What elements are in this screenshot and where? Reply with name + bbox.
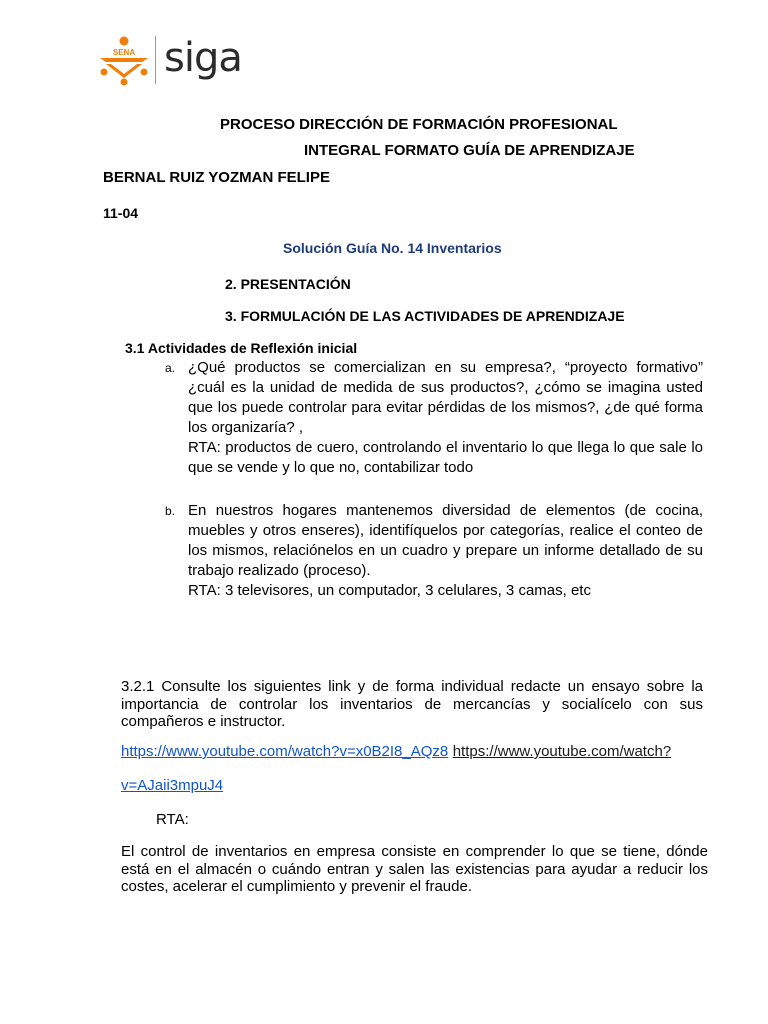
list-marker-b: b. (165, 504, 176, 518)
activity-321-text: 3.2.1 Consulte los siguientes link y de forma individual redacte un ensayo sobre la importancia de controlar los inventarios de mercancías y socialícelo con sus compañeros e instructor. (121, 678, 703, 730)
section-formulacion: 3. FORMULACIÓN DE LAS ACTIVIDADES DE APRENDIZAJE (225, 308, 625, 324)
guide-title: Solución Guía No. 14 Inventarios (283, 240, 502, 256)
rta-label: RTA: (156, 811, 189, 828)
sena-logo-text: SENA (112, 48, 136, 57)
question-a: ¿Qué productos se comercializan en su empresa?, “proyecto formativo” ¿cuál es la unidad de medida de sus productos?, ¿cómo se imagina usted que los puede controlar para evitar pérdidas de los mismos?, ¿de qué forma los organizaría? , (188, 359, 703, 436)
logo-divider (155, 36, 156, 84)
youtube-link-2-part2[interactable]: v=AJaii3mpuJ4 (121, 777, 224, 794)
student-group: 11-04 (103, 205, 139, 221)
header-line-1: PROCESO DIRECCIÓN DE FORMACIÓN PROFESIONAL (220, 116, 618, 133)
student-name: BERNAL RUIZ YOZMAN FELIPE (103, 169, 330, 186)
list-marker-a: a. (165, 361, 176, 375)
answer-b: RTA: 3 televisores, un computador, 3 celulares, 3 camas, etc (188, 582, 591, 599)
youtube-link-1[interactable]: https://www.youtube.com/watch?v=x0B2I8_AQz8 (121, 743, 449, 760)
question-b: En nuestros hogares mantenemos diversidad de elementos (de cocina, muebles y otros enseres), identifíquelos por categorías, realice el conteo de los mismos, relaciónelos en un cuadro y prepare un informe detallado de su trabajo realizado (proceso). (188, 502, 703, 579)
siga-logo (164, 34, 242, 82)
siga-logo-text: siga (164, 35, 242, 81)
section-reflexion: 3.1 Actividades de Reflexión inicial (125, 340, 358, 356)
header-line-2: INTEGRAL FORMATO GUÍA DE APRENDIZAJE (304, 142, 635, 159)
list-item-a (188, 358, 703, 478)
list-item-b (188, 501, 703, 601)
sena-logo-icon (94, 34, 154, 86)
youtube-link-2-part1[interactable]: https://www.youtube.com/watch? (452, 743, 672, 760)
activity-321-answer: El control de inventarios en empresa consiste en comprender lo que se tiene, dónde está en el almacén o cuándo entran y salen las existencias para ayudar a reducir los costes, acelerar el cumplimiento y prevenir el fraude. (121, 843, 708, 895)
answer-a: RTA: productos de cuero, controlando el inventario lo que llega lo que sale lo que se vende y lo que no, contabilizar todo (188, 439, 703, 476)
links-line (121, 743, 671, 761)
section-presentacion: 2. PRESENTACIÓN (225, 276, 351, 292)
